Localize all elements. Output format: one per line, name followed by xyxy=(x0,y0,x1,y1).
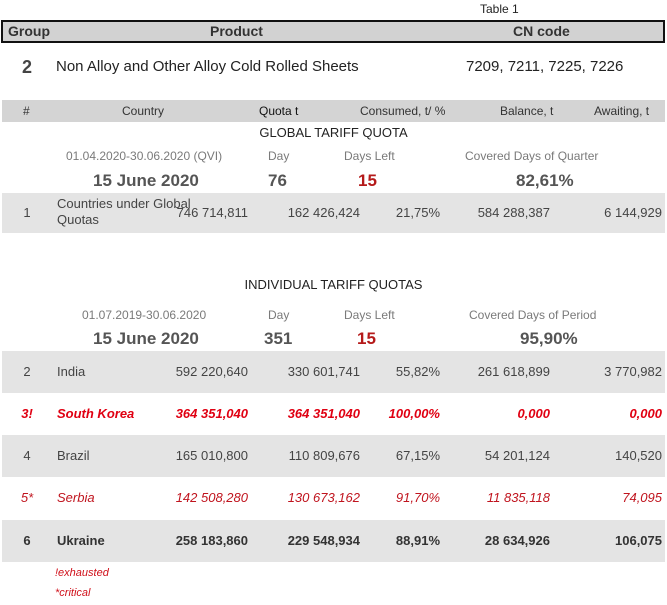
row-balance: 0,000 xyxy=(517,406,550,421)
row-consumed: 330 601,741 xyxy=(287,364,360,379)
row-consumed-pct: 100,00% xyxy=(388,406,440,421)
table-row xyxy=(2,435,665,477)
individual-period: 01.07.2019-30.06.2020 xyxy=(82,308,207,322)
row-consumed-pct: 91,70% xyxy=(395,490,440,505)
col-header-awaiting: Awaiting, t xyxy=(594,104,650,118)
row-consumed: 162 426,424 xyxy=(287,205,360,220)
individual-days-left-value: 15 xyxy=(357,329,376,348)
row-country: South Korea xyxy=(57,406,135,421)
product-group-number: 2 xyxy=(22,57,33,77)
row-consumed: 364 351,040 xyxy=(287,406,360,421)
individual-date: 15 June 2020 xyxy=(93,329,199,348)
row-awaiting: 3 770,982 xyxy=(604,364,662,379)
row-balance: 54 201,124 xyxy=(484,448,550,463)
col-header-country: Country xyxy=(122,104,165,118)
row-num: 1 xyxy=(23,205,31,220)
individual-days-left-label: Days Left xyxy=(344,308,395,322)
col-header-consumed: Consumed, t/ % xyxy=(360,104,446,118)
row-num: 4 xyxy=(23,448,31,463)
row-quota: 364 351,040 xyxy=(175,406,248,421)
row-country: Brazil xyxy=(57,448,90,463)
row-consumed: 110 809,676 xyxy=(288,448,360,463)
row-country: Countries under Global Quotas xyxy=(57,196,191,227)
global-period: 01.04.2020-30.06.2020 (QVI) xyxy=(66,149,223,163)
row-balance: 584 288,387 xyxy=(477,205,550,220)
row-consumed-pct: 55,82% xyxy=(395,364,440,379)
cn-code-header-label: CN code xyxy=(513,23,570,39)
table-row xyxy=(2,351,665,393)
group-header-bar xyxy=(1,20,665,43)
global-day-value: 76 xyxy=(268,171,287,190)
row-consumed: 130 673,162 xyxy=(287,490,360,505)
row-quota: 592 220,640 xyxy=(175,364,248,379)
individual-covered-value: 95,90% xyxy=(520,329,578,348)
row-country: Serbia xyxy=(57,490,95,505)
individual-day-value: 351 xyxy=(264,329,293,348)
product-cn-codes: 7209, 7211, 7225, 7226 xyxy=(466,58,624,75)
row-quota: 258 183,860 xyxy=(175,533,248,548)
row-consumed-pct: 67,15% xyxy=(395,448,440,463)
column-header-bar xyxy=(2,100,665,122)
row-quota: 165 010,800 xyxy=(175,448,248,463)
col-header-balance: Balance, t xyxy=(500,104,554,118)
individual-day-label: Day xyxy=(268,308,290,322)
global-section-title: GLOBAL TARIFF QUOTA xyxy=(259,125,408,140)
row-awaiting: 106,075 xyxy=(615,533,662,548)
group-header-label: Group xyxy=(8,23,50,39)
product-name: Non Alloy and Other Alloy Cold Rolled Sheets xyxy=(56,58,359,75)
row-num: 2 xyxy=(23,364,31,379)
row-consumed-pct: 21,75% xyxy=(395,205,440,220)
row-awaiting: 6 144,929 xyxy=(604,205,662,220)
row-balance: 28 634,926 xyxy=(484,533,550,548)
table-row xyxy=(2,393,665,435)
row-awaiting: 74,095 xyxy=(622,490,662,505)
individual-covered-label: Covered Days of Period xyxy=(469,308,597,322)
global-days-left-value: 15 xyxy=(358,171,377,190)
row-balance: 261 618,899 xyxy=(477,364,550,379)
row-quota: 746 714,811 xyxy=(176,205,248,220)
legend-critical: *critical xyxy=(55,587,91,599)
global-covered-value: 82,61% xyxy=(516,171,574,190)
table-row xyxy=(2,193,665,233)
row-country: Ukraine xyxy=(57,533,105,548)
global-days-left-label: Days Left xyxy=(344,149,395,163)
row-consumed: 229 548,934 xyxy=(287,533,360,548)
row-quota: 142 508,280 xyxy=(175,490,248,505)
table-row xyxy=(2,520,665,562)
row-num: 3! xyxy=(21,406,33,421)
global-date: 15 June 2020 xyxy=(93,171,199,190)
global-covered-label: Covered Days of Quarter xyxy=(465,149,599,163)
individual-section-title: INDIVIDUAL TARIFF QUOTAS xyxy=(244,277,423,292)
row-balance: 11 835,118 xyxy=(486,490,550,505)
table-row xyxy=(2,477,665,519)
legend-exhausted: !exhausted xyxy=(55,567,109,579)
product-header-label: Product xyxy=(210,23,263,39)
row-consumed-pct: 88,91% xyxy=(395,533,440,548)
table-label: Table 1 xyxy=(480,2,519,16)
col-header-quota: Quota t xyxy=(259,104,299,118)
col-header-num: # xyxy=(23,104,30,118)
row-awaiting: 0,000 xyxy=(629,406,662,421)
row-awaiting: 140,520 xyxy=(615,448,662,463)
row-country: India xyxy=(57,364,86,379)
row-num: 6 xyxy=(23,533,31,548)
global-day-label: Day xyxy=(268,149,290,163)
row-num: 5* xyxy=(20,490,34,505)
